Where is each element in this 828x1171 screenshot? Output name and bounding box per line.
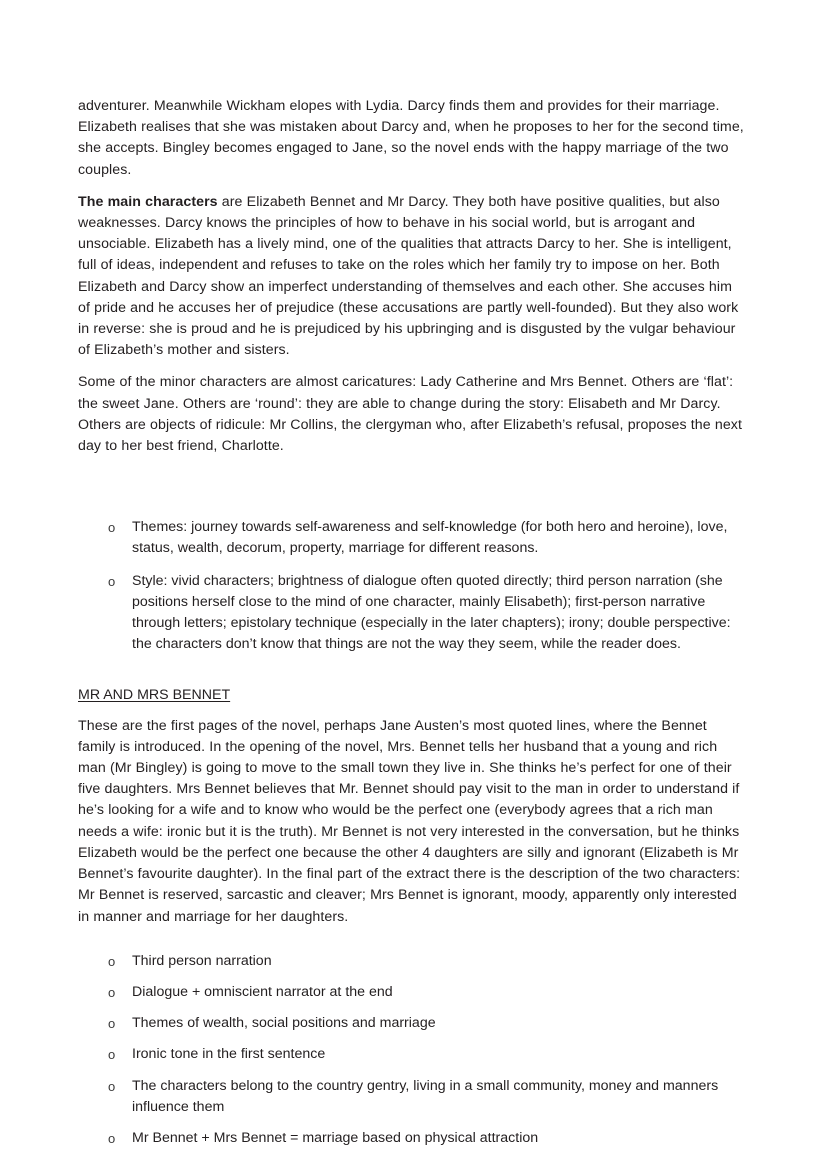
page-title	[78, 685, 748, 706]
extract-features-list	[78, 951, 748, 1149]
list-item-label: Style: vivid characters; brightness of dialogue often quoted directly; third person narration (she positions herself close to the mind of one character, mainly Elisabeth); first-person narrative through letters; epistolary technique (especially in the later chapters); irony; double perspective: the characters don’t know that things are not the way they seem, while the reader does.	[132, 572, 731, 653]
list-item-label: Ironic tone in the first sentence	[132, 1046, 326, 1063]
list-item	[78, 571, 748, 656]
main-characters-lead-in: The main characters	[78, 193, 218, 210]
list-item	[78, 517, 748, 559]
circle-bullet-icon: o	[108, 520, 116, 536]
list-item-label: Mr Bennet + Mrs Bennet = marriage based on physical attraction	[132, 1129, 539, 1146]
circle-bullet-icon: o	[108, 984, 116, 1000]
main-characters-text: are Elizabeth Bennet and Mr Darcy. They both have positive qualities, but also weaknesses. Darcy knows the principles of how to behave in his social world, but is arrogant and unsociable. Elizabeth has a lively mind, one of the qualities that attracts Darcy to her. She is intelligent, full of ideas, independent and refuses to take on the roles which her family try to impose on her. Both Elizabeth and Darcy show an imperfect understanding of themselves and each other. She accuses him of pride and he accuses her of prejudice (these accusations are partly well-founded). But they also work in reverse: she is proud and he is prejudiced by his upbringing and is disgusted by the vulgar behaviour of Elizabeth’s mother and sisters.	[78, 193, 739, 359]
document-body	[78, 96, 748, 1149]
list-item	[78, 1044, 748, 1065]
circle-bullet-icon: o	[108, 1078, 116, 1094]
circle-bullet-icon: o	[108, 1016, 116, 1032]
list-item-label: Themes of wealth, social positions and marriage	[132, 1015, 436, 1032]
section-spacer	[78, 939, 748, 951]
section-heading-label: MR AND MRS BENNET	[78, 687, 231, 704]
list-item	[78, 951, 748, 972]
section-spacer	[78, 468, 748, 517]
list-item-label: Dialogue + omniscient narrator at the end	[132, 983, 393, 1000]
list-item	[78, 1013, 748, 1034]
paragraph-plot-summary: adventurer. Meanwhile Wickham elopes with Lydia. Darcy finds them and provides for their marriage. Elizabeth realises that she was mistaken about Darcy and, when he proposes to her for the second time, she accepts. Bingley becomes engaged to Jane, so the novel ends with the happy marriage of the two couples.	[78, 98, 744, 178]
circle-bullet-icon: o	[108, 1047, 116, 1063]
section-spacer	[78, 655, 748, 685]
themes-and-style-list	[78, 517, 748, 655]
circle-bullet-icon: o	[108, 1130, 116, 1146]
paragraph-minor-characters: Some of the minor characters are almost caricatures: Lady Catherine and Mrs Bennet. Others are ‘flat’: the sweet Jane. Others are ‘round’: they are able to change during the story: Elisabeth and Mr Darcy. Others are objects of ridicule: Mr Collins, the clergyman who, after Elizabeth’s refusal, proposes the next day to her best friend, Charlotte.	[78, 374, 742, 455]
list-item-label: The characters belong to the country gentry, living in a small community, money and manners influence them	[132, 1077, 719, 1115]
circle-bullet-icon: o	[108, 953, 116, 969]
list-item	[78, 1076, 748, 1118]
paragraph-main-characters	[78, 192, 748, 362]
paragraph-mr-and-mrs-bennet: These are the first pages of the novel, perhaps Jane Austen’s most quoted lines, where the Bennet family is introduced. In the opening of the novel, Mrs. Bennet tells her husband that a young and rich man (Mr Bingley) is going to move to the small town they live in. She thinks he’s perfect for one of their five daughters. Mrs Bennet believes that Mr. Bennet should pay visit to the man in order to understand if he’s looking for a wife and to know who would be the perfect one (everybody agrees that a rich man needs a wife: ironic but it is the truth). Mr Bennet is not very interested in the conversation, but he thinks Elizabeth would be the perfect one because the other 4 daughters are silly and ignorant (Elizabeth is Mr Bennet’s favourite daughter). In the final part of the extract there is the description of the two characters: Mr Bennet is reserved, sarcastic and cleaver; Mrs Bennet is ignorant, moody, apparently only interested in manner and marriage for her daughters.	[78, 717, 741, 925]
list-item	[78, 982, 748, 1003]
list-item-label: Third person narration	[132, 952, 272, 969]
list-item-label: Themes: journey towards self-awareness and self-knowledge (for both hero and heroine), love, status, wealth, decorum, property, marriage for different reasons.	[132, 519, 728, 557]
list-item	[78, 1128, 748, 1149]
circle-bullet-icon: o	[108, 573, 116, 589]
